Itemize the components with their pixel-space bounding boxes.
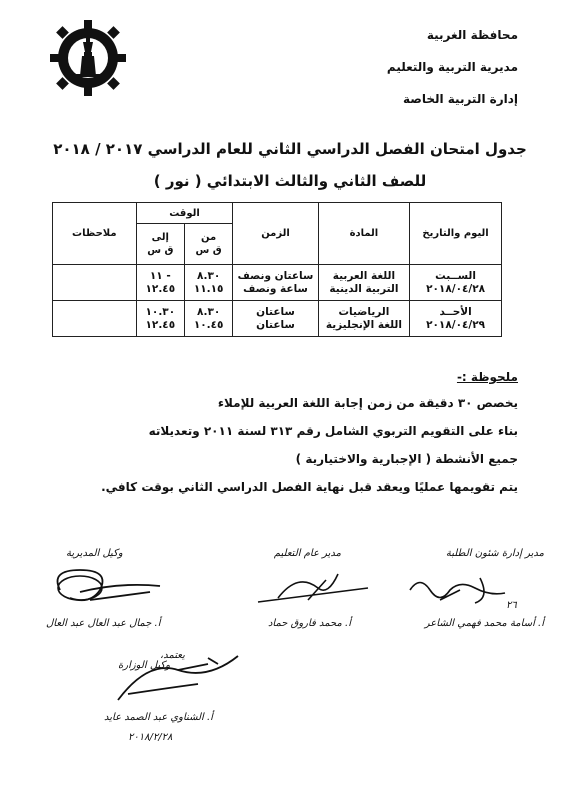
governorate-logo [46, 18, 130, 98]
notes-heading: ملحوظة :- [456, 370, 518, 384]
page-subtitle: للصف الثاني والثالث الابتدائي ( نور ) [153, 172, 427, 190]
students-affairs-signature-mark: ٢٦ [506, 600, 517, 611]
cell-from: ٨.٣٠ ١٠.٤٥ [184, 301, 232, 337]
cell-day-date: الســبت ٢٠١٨/٠٤/٢٨ [410, 265, 502, 301]
cell-duration: ساعتان ونصف ساعة ونصف [233, 265, 318, 301]
students-affairs-name: أ. أسامة محمد فهمي الشاعر [424, 618, 544, 629]
col-header-duration: الزمن [233, 203, 318, 265]
header-governorate: محافظة الغربية [426, 28, 518, 42]
cell-duration: ساعتان ساعتان [233, 301, 318, 337]
exam-schedule-table [52, 202, 502, 337]
cell-to: - ١١ ١٢.٤٥ [136, 265, 184, 301]
col-header-from [184, 224, 232, 265]
col-header-subject: المادة [318, 203, 410, 265]
note-line: يخصص ٣٠ دقيقة من زمن إجابة اللغة العربية للإملاء [217, 396, 518, 410]
edu-director-title: مدير عام التعليم [273, 548, 341, 559]
col-header-day-date: اليوم والتاريخ [410, 203, 502, 265]
header-directorate: مديرية التربية والتعليم [386, 60, 518, 74]
col-header-notes: ملاحظات [53, 203, 137, 265]
page-title: جدول امتحان الفصل الدراسي الثاني للعام الدراسي ٢٠١٧ / ٢٠١٨ [53, 140, 527, 158]
col-header-time: الوقت [136, 203, 233, 224]
deputy-directorate-signature [40, 560, 170, 610]
table-row [53, 265, 502, 301]
cell-notes [53, 301, 137, 337]
deputy-directorate-title: وكيل المديرية [66, 548, 123, 559]
cell-subject: اللغة العربية التربية الدينية [318, 265, 410, 301]
ministry-approval-date: ٢٠١٨/٢/٢٨ [128, 732, 173, 743]
ministry-deputy-signature [108, 650, 248, 710]
col-header-to [136, 224, 184, 265]
ministry-deputy-name: أ. الشناوي عبد الصمد عايد [104, 712, 213, 723]
cell-notes [53, 265, 137, 301]
to-unit-label: ق س [147, 245, 174, 256]
to-label: إلى [151, 232, 169, 243]
cell-from: ٨.٣٠ ١١.١٥ [184, 265, 232, 301]
cell-day-date: الأحــد ٢٠١٨/٠٤/٢٩ [410, 301, 502, 337]
deputy-directorate-name: أ. جمال عبد العال عبد العال [46, 618, 161, 629]
from-label: من [201, 232, 217, 243]
table-row [53, 301, 502, 337]
students-affairs-title: مدير إدارة شئون الطلبة [445, 548, 544, 559]
from-unit-label: ق س [195, 245, 222, 256]
cell-to: ١٠.٣٠ ١٢.٤٥ [136, 301, 184, 337]
note-line: جميع الأنشطة ( الإجبارية والاختيارية ) [295, 452, 518, 466]
ministry-deputy-title: وكيل الوزارة [118, 660, 171, 671]
edu-director-name: أ. محمد فاروق حماد [267, 618, 351, 629]
edu-director-signature [248, 568, 378, 608]
cell-subject: الرياضيات اللغة الإنجليزية [318, 301, 410, 337]
note-line: بناء على التقويم التربوي الشامل رقم ٣١٣ لسنة ٢٠١١ وتعديلاته [148, 424, 518, 438]
approval-label: يعتمد، [160, 650, 185, 661]
note-line: يتم تقويمها عمليًا ويعقد قبل نهاية الفصل الدراسي الثاني بوقت كافي. [101, 480, 518, 494]
header-department: إدارة التربية الخاصة [402, 92, 518, 106]
